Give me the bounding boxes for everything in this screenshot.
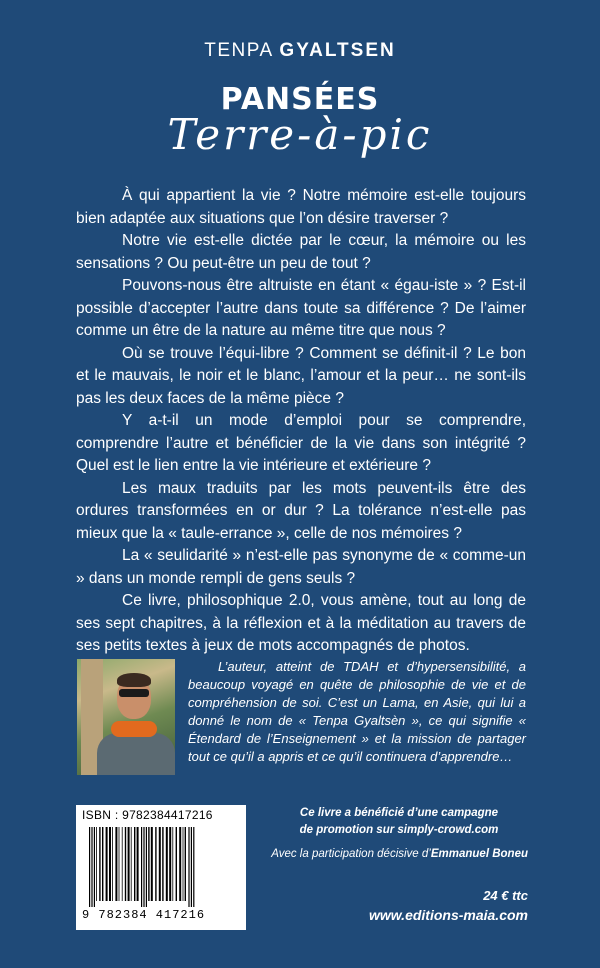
- participation-name: Emmanuel Boneu: [430, 848, 528, 860]
- participation-prefix: Avec la participation décisive d’: [271, 848, 431, 860]
- barcode-bar: [159, 827, 161, 901]
- barcode-bar: [155, 827, 156, 901]
- barcode-bar: [143, 827, 144, 907]
- barcode-bar: [89, 827, 90, 907]
- blurb-paragraph: Pouvons-nous être altruiste en étant « égau-iste » ? Est-il possible d’accepter l’autre dans toute sa différence ? De l’aimer comme un être de la nature au même titre que nous ?: [76, 277, 526, 339]
- author-first-name: TENPA: [204, 40, 273, 61]
- author-last-name: GYALTSEN: [279, 40, 396, 61]
- barcode-bar: [106, 827, 108, 901]
- blurb-paragraph: À qui appartient la vie ? Notre mémoire est-elle toujours bien adaptée aux situations que l’on désire traverser ?: [76, 187, 526, 227]
- scarf: [111, 721, 157, 737]
- barcode-bar: [151, 827, 153, 901]
- barcode-bar: [188, 827, 189, 907]
- author-photo: [77, 659, 175, 775]
- barcode-bar: [176, 827, 177, 901]
- barcode-bar: [191, 827, 192, 907]
- author-name: [0, 40, 600, 62]
- barcode-bar: [141, 827, 142, 907]
- barcode-bar: [128, 827, 130, 901]
- blurb-paragraph: Notre vie est-elle dictée par le cœur, la mémoire ou les sensations ? Ou peut-être un peu de tout ?: [76, 232, 526, 272]
- blurb-paragraph: Ce livre, philosophique 2.0, vous amène, tout au long de ses sept chapitres, à la réflexion et à la méditation au travers de ses petits textes à jeux de mots accompagnés de photos.: [76, 592, 526, 654]
- author-bio: [188, 658, 526, 766]
- barcode-bars: [88, 827, 238, 907]
- barcode-bar: [193, 827, 194, 907]
- author-bio-text: L’auteur, atteint de TDAH et d’hypersensibilité, a beaucoup voyagé en quête de philosophie de vie et de compréhension de soi. C’est un Lama, en Asie, qui lui a donné le nom de « Tenpa Gyaltsèn », ce qui signifie « Étendard de l’Enseignement » et la mission de partager tout ce qu’il a appris et ce qu’il continuera d’apprendre…: [188, 659, 526, 764]
- promotion-note: [270, 805, 528, 839]
- barcode-digits: 9 782384 417216: [82, 908, 206, 922]
- isbn-label: ISBN : 9782384417216: [82, 808, 213, 822]
- barcode-bar: [94, 827, 95, 907]
- title-line-1: PANSÉES: [220, 82, 380, 117]
- barcode-bar: [91, 827, 92, 907]
- sunglasses: [119, 689, 149, 697]
- barcode-bar: [109, 827, 111, 901]
- barcode-bar: [179, 827, 181, 901]
- barcode-bar: [102, 827, 103, 901]
- blurb-paragraph: Où se trouve l’équi-libre ? Comment se définit-il ? Le bon et le mauvais, le noir et le blanc, l’amour et la peur… ne sont-ils pas les deux faces de la même pièce ?: [76, 344, 526, 407]
- barcode-bar: [137, 827, 139, 901]
- promotion-line-2: de promotion sur simply-crowd.com: [299, 824, 499, 836]
- barcode-bar: [96, 827, 97, 901]
- barcode-bar: [185, 827, 186, 901]
- barcode-bar: [146, 827, 147, 907]
- blurb-paragraph: Les maux traduits par les mots peuvent-ils être des ordures transformées en or dur ? La tolérance n’est-elle pas mieux que la « taule-errance », celle de nos mémoires ?: [76, 479, 526, 542]
- barcode-bar: [148, 827, 149, 901]
- barcode-bar: [122, 827, 123, 901]
- barcode-bar: [162, 827, 163, 901]
- promotion-line-1: Ce livre a bénéficié d’une campagne: [299, 807, 499, 819]
- blurb-paragraph: La « seulidarité » n’est-elle pas synonyme de « comme-un » dans un monde rempli de gens seuls ?: [76, 547, 526, 587]
- barcode-bar: [99, 827, 100, 901]
- barcode-bar: [166, 827, 168, 901]
- publisher-website[interactable]: www.editions-maia.com: [369, 907, 528, 923]
- barcode-bar: [115, 827, 117, 901]
- barcode-bar: [183, 827, 184, 901]
- title-line-2: Terre-à-pic: [167, 110, 433, 159]
- blurb-text: [76, 185, 526, 658]
- barcode-bar: [134, 827, 135, 901]
- barcode-bar: [131, 827, 132, 901]
- barcode-bar: [172, 827, 173, 901]
- price: 24 € ttc: [483, 888, 528, 903]
- participation-note: [250, 848, 528, 860]
- blurb-paragraph: Y a-t-il un mode d’emploi pour se comprendre, comprendre l’autre et bénéficier de la vie dans son intégrité ? Quel est le lien entre la vie intérieure et extérieure ?: [76, 412, 526, 474]
- barcode-bar: [112, 827, 113, 901]
- barcode-bar: [119, 827, 120, 901]
- hair: [117, 673, 151, 687]
- isbn-barcode: [76, 805, 246, 930]
- coat: [97, 733, 175, 775]
- barcode-bar: [125, 827, 126, 901]
- barcode-bar: [169, 827, 171, 901]
